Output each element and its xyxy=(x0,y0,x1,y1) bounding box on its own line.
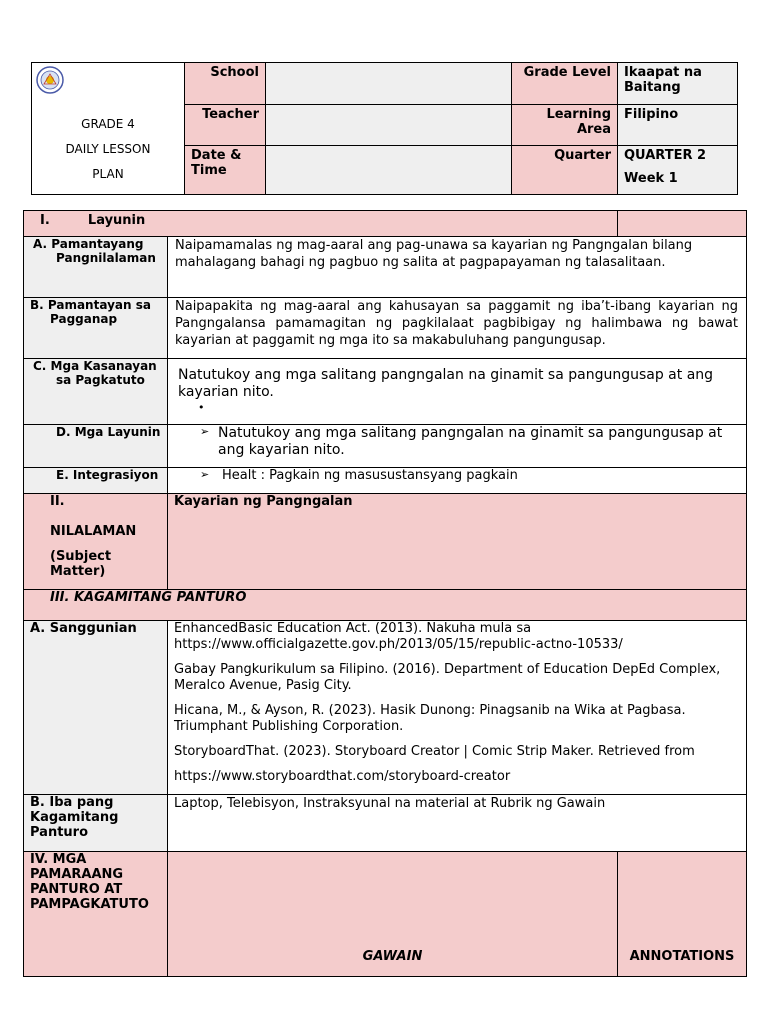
teacher-label-cell xyxy=(184,104,265,145)
learning-area-label-cell xyxy=(511,104,617,145)
layunin-num: I. xyxy=(40,213,50,228)
nilalaman-row xyxy=(24,494,747,590)
pamantayang-pangnilalaman-label xyxy=(24,237,168,298)
grade-text: GRADE 4 xyxy=(81,117,135,131)
quarter-label: Quarter xyxy=(554,148,611,163)
annotations-cell xyxy=(618,852,747,977)
iba-pang-kagamitan-row xyxy=(24,795,747,852)
pamaraan-label xyxy=(24,852,168,977)
reference-item: EnhancedBasic Education Act. (2013). Nakuha mula sa https://www.officialgazette.gov.ph/2013/05/15/republic-actno-10533/ xyxy=(174,621,623,652)
school-label-cell xyxy=(184,63,265,104)
pamantayang-pangnilalaman-text: Naipamamalas ng mag-aaral ang pag-unawa sa kayarian ng Pangngalan bilang mahalagang bahagi ng pagbuo ng salita at pagpapayaman ng talasalitaan. xyxy=(168,237,747,298)
gawain-label: GAWAIN xyxy=(362,949,423,964)
teacher-field[interactable] xyxy=(265,104,511,145)
teacher-label: Teacher xyxy=(202,107,259,122)
nilalaman-cell xyxy=(168,494,747,590)
mga-kasanayan-label xyxy=(24,359,168,425)
integrasyon-row xyxy=(24,468,747,494)
pamantayan-sa-pagganap-label xyxy=(24,298,168,359)
layunin-row xyxy=(24,211,747,237)
mga-layunin-text: Natutukoy ang mga salitang pangngalan na ginamit sa pangungusap at ang kayarian nito. xyxy=(218,425,723,458)
mga-layunin-label-text: D. Mga Layunin xyxy=(56,425,161,439)
lesson-plan-header xyxy=(31,62,738,195)
pamantayang-label-1: A. Pamantayang xyxy=(33,237,144,251)
mga-layunin-cell xyxy=(168,425,747,468)
lesson-plan-table xyxy=(23,210,747,977)
bullet-icon: • xyxy=(198,401,205,414)
arrow-bullet-icon: ➢ xyxy=(200,425,210,438)
integrasyon-cell xyxy=(168,468,747,494)
nilalaman-label xyxy=(24,494,168,590)
layunin-extra xyxy=(618,211,747,237)
iba-pang-kagamitan-text: Laptop, Telebisyon, Instraksyunal na material at Rubrik ng Gawain xyxy=(168,795,747,852)
grade-level-value-cell xyxy=(617,63,737,104)
grade-level-label-cell xyxy=(511,63,617,104)
layunin-header xyxy=(24,211,618,237)
mga-kasanayan-cell xyxy=(168,359,747,425)
nilalaman-num: II. xyxy=(50,494,65,509)
mga-layunin-label xyxy=(24,425,168,468)
learning-area-label-2: Area xyxy=(576,122,611,137)
date-field[interactable] xyxy=(265,145,511,194)
nilalaman-sub-1: (Subject xyxy=(50,549,112,564)
header-title-cell xyxy=(32,63,184,194)
integrasyon-label xyxy=(24,468,168,494)
learning-area-value: Filipino xyxy=(624,107,679,122)
kagamitang-panturo-title: III. KAGAMITANG PANTURO xyxy=(50,590,247,605)
annotations-label: ANNOTATIONS xyxy=(629,949,735,964)
nilalaman-text: Kayarian ng Pangngalan xyxy=(174,494,353,509)
mga-layunin-row xyxy=(24,425,747,468)
reference-link: https://www.storyboardthat.com/storyboard-creator xyxy=(174,769,511,784)
sanggunian-row xyxy=(24,621,747,795)
grade-level-value-2: Baitang xyxy=(624,80,681,95)
pamantayan-sa-pagganap-text: Naipapakita ng mag-aaral ang kahusayan sa paggamit ng iba’t-ibang kayarian ng Pangngalansa pamamagitan ng pagkilalaat pagbibigay ng halimbawa ng bawat kayarian at paggamit ng mga ito sa makabuluhang pangungusap. xyxy=(168,298,747,359)
kagamitang-panturo-header xyxy=(24,590,747,621)
learning-area-label-1: Learning xyxy=(546,107,611,122)
pamantayang-label-2: Pangnilalaman xyxy=(56,251,156,265)
reference-item: Gabay Pangkurikulum sa Filipino. (2016). Department of Education DepEd Complex, Meralco Avenue, Pasig City. xyxy=(174,662,721,693)
school-label: School xyxy=(210,65,259,80)
pamantayan-sa-pagganap-row xyxy=(24,298,747,359)
grade-level-value-1: Ikaapat na xyxy=(624,65,702,80)
sanggunian-label xyxy=(24,621,168,795)
integrasyon-label-text: E. Integrasiyon xyxy=(56,468,159,482)
kagamitang-panturo-row xyxy=(24,590,747,621)
doc-type-line-1: DAILY LESSON xyxy=(65,142,151,156)
iba-label-2: Kagamitang xyxy=(30,810,119,825)
week-value: Week 1 xyxy=(624,171,678,186)
pamaraan-label-3: PANTURO AT xyxy=(30,882,123,897)
learning-area-value-cell xyxy=(617,104,737,145)
pamantayang-pangnilalaman-row xyxy=(24,237,747,298)
kasanayan-label-2: sa Pagkatuto xyxy=(56,373,145,387)
school-field[interactable] xyxy=(265,63,511,104)
iba-label-1: B. Iba pang xyxy=(30,795,114,810)
pagganap-label-1: B. Pamantayan sa xyxy=(30,298,151,312)
gawain-cell xyxy=(168,852,618,977)
quarter-label-cell xyxy=(511,145,617,194)
sanggunian-label-text: A. Sanggunian xyxy=(30,621,137,636)
nilalaman-title: NILALAMAN xyxy=(50,524,137,539)
mga-kasanayan-row xyxy=(24,359,747,425)
iba-label-3: Panturo xyxy=(30,825,89,840)
quarter-value: QUARTER 2 xyxy=(624,148,707,163)
doc-type-line-2: PLAN xyxy=(92,167,124,181)
reference-item: Hicana, M., & Ayson, R. (2023). Hasik Dunong: Pinagsanib na Wika at Pagbasa. Triumphant Publishing Corporation. xyxy=(174,703,686,734)
pamaraan-label-2: PAMARAANG xyxy=(30,867,124,882)
date-label-1: Date & xyxy=(191,148,242,163)
kasanayan-label-1: C. Mga Kasanayan xyxy=(33,359,157,373)
quarter-value-cell xyxy=(617,145,737,194)
pamaraan-label-4: PAMPAGKATUTO xyxy=(30,897,149,912)
deped-seal-icon xyxy=(36,66,64,94)
pamaraan-label-1: IV. MGA xyxy=(30,852,87,867)
reference-item: StoryboardThat. (2023). Storyboard Creator | Comic Strip Maker. Retrieved from xyxy=(174,744,695,759)
date-label-2: Time xyxy=(191,163,227,178)
integrasyon-text: Healt : Pagkain ng masusustansyang pagkain xyxy=(222,468,518,483)
grade-level-label: Grade Level xyxy=(523,65,611,80)
layunin-title: Layunin xyxy=(87,213,146,228)
iba-pang-kagamitan-label xyxy=(24,795,168,852)
nilalaman-sub-2: Matter) xyxy=(50,564,106,579)
pagganap-label-2: Pagganap xyxy=(50,312,118,326)
pamaraan-row xyxy=(24,852,747,977)
mga-kasanayan-text: Natutukoy ang mga salitang pangngalan na ginamit sa pangungusap at ang kayarian nito. xyxy=(178,367,714,400)
date-label-cell xyxy=(184,145,265,194)
arrow-bullet-icon: ➢ xyxy=(200,468,210,481)
sanggunian-cell xyxy=(168,621,747,795)
